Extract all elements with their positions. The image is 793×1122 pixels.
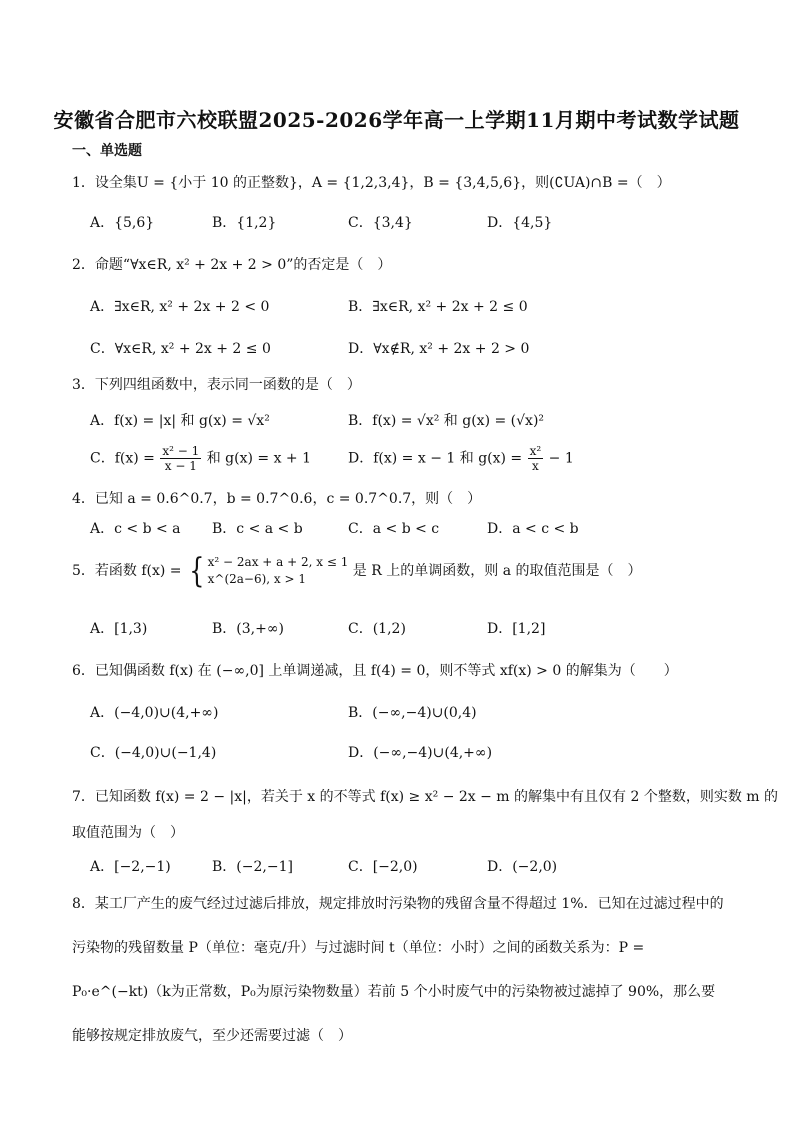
- fraction-numerator: x² − 1: [162, 444, 200, 458]
- question-6-option-b: B．(−∞,−4)∪(0,4): [348, 705, 477, 721]
- exam-title: 安徽省合肥市六校联盟2025-2026学年高一上学期11月期中考试数学试题: [53, 108, 740, 132]
- question-3-option-c: [90, 444, 311, 473]
- question-5-option-c: C．(1,2): [348, 621, 406, 637]
- question-4-option-a: A．c < b < a: [90, 521, 181, 537]
- question-1-option-c: C．{3,4}: [348, 215, 413, 231]
- question-4-option-b: B．c < a < b: [212, 521, 303, 537]
- question-7-stem-line-1: 7．已知函数 f(x) = 2 − |x|，若关于 x 的不等式 f(x) ≥ x² − 2x − m 的解集中有且仅有 2 个整数，则实数 m 的: [72, 789, 779, 805]
- question-4-option-c: C．a < b < c: [348, 521, 440, 537]
- question-2-option-c: C．∀x∈R, x² + 2x + 2 ≤ 0: [90, 341, 271, 357]
- question-7-option-b: B．(−2,−1]: [212, 859, 293, 875]
- question-3-option-c-fraction: [160, 444, 201, 473]
- question-8-text: 8．某工厂产生的废气经过过滤后排放，规定排放时污染物的残留含量不得超过 1%．已知在过滤过程中的污染物的残留数量 P（单位：毫克/升）与过滤时间 t（单位：小时）之间的函数关系为：P = P₀·e^(−kt)（k为正常数，P₀为原污染物数量）若前 5 个小时废气中的污染物被过滤掉了 90%，那么要能够按规定排放废气，至少还需要过滤（ ）: [72, 896, 724, 1044]
- question-2-option-d: D．∀x∉R, x² + 2x + 2 > 0: [348, 341, 530, 357]
- question-7-option-d: D．(−2,0): [487, 859, 558, 875]
- question-3-option-c-prefix: C．f(x) =: [90, 450, 155, 467]
- question-6-option-c: C．(−4,0)∪(−1,4): [90, 745, 217, 761]
- question-3-option-d: [348, 444, 574, 473]
- question-5-option-a: A．[1,3): [90, 621, 148, 637]
- question-5-suffix: 是 R 上的单调函数，则 a 的取值范围是（ ）: [352, 563, 642, 579]
- question-3-option-d-suffix: − 1: [548, 450, 574, 467]
- question-6-option-a: A．(−4,0)∪(4,+∞): [90, 705, 219, 721]
- question-7-stem-line-2: 取值范围为（ ）: [72, 825, 184, 841]
- question-2-option-a: A．∃x∈R, x² + 2x + 2 < 0: [90, 299, 270, 315]
- question-3-option-b: B．f(x) = √x² 和 g(x) = (√x)²: [348, 413, 545, 429]
- question-3-option-d-prefix: D．f(x) = x − 1 和 g(x) =: [348, 450, 523, 467]
- question-3-option-c-suffix: 和 g(x) = x + 1: [206, 450, 312, 467]
- question-4-option-d: D．a < c < b: [487, 521, 579, 537]
- question-5-stem: [72, 551, 642, 591]
- piecewise-function: [186, 551, 349, 591]
- fraction-denominator: x: [532, 459, 539, 473]
- question-6-stem: 6．已知偶函数 f(x) 在 (−∞,0] 上单调递减，且 f(4) = 0，则不等式 xf(x) > 0 的解集为（ ）: [72, 663, 678, 679]
- question-7-option-a: A．[−2,−1): [90, 859, 171, 875]
- piecewise-case-1: x² − 2ax + a + 2, x ≤ 1: [207, 555, 349, 569]
- question-7-option-c: C．[−2,0): [348, 859, 418, 875]
- left-brace: {: [189, 551, 205, 591]
- question-3-stem: 3．下列四组函数中，表示同一函数的是（ ）: [72, 377, 361, 393]
- section-heading: 一、单选题: [72, 143, 142, 159]
- piecewise-case-2: x^(2a−6), x > 1: [207, 572, 307, 586]
- question-1-option-d: D．{4,5}: [487, 215, 553, 231]
- question-5-option-b: B．(3,+∞): [212, 621, 284, 637]
- question-1-option-a: A．{5,6}: [90, 215, 155, 231]
- question-4-stem: 4．已知 a = 0.6^0.7，b = 0.7^0.6，c = 0.7^0.7，则（ ）: [72, 491, 482, 507]
- question-2-option-b: B．∃x∈R, x² + 2x + 2 ≤ 0: [348, 299, 528, 315]
- question-3-option-d-fraction: [528, 444, 544, 473]
- question-3-option-a: A．f(x) = |x| 和 g(x) = √x²: [90, 413, 270, 429]
- question-1-stem: 1．设全集U = {小于 10 的正整数}，A = {1,2,3,4}，B = {3,4,5,6}，则(∁UA)∩B =（ ）: [72, 175, 671, 191]
- question-6-option-d: D．(−∞,−4)∪(4,+∞): [348, 745, 493, 761]
- question-1-option-b: B．{1,2}: [212, 215, 277, 231]
- fraction-numerator: x²: [529, 444, 542, 458]
- question-5-prefix: 5．若函数 f(x) =: [72, 563, 182, 579]
- piecewise-cases: [208, 554, 349, 588]
- fraction-denominator: x − 1: [164, 459, 197, 473]
- question-5-option-d: D．[1,2]: [487, 621, 546, 637]
- question-2-stem: 2．命题“∀x∈R, x² + 2x + 2 > 0”的否定是（ ）: [72, 257, 392, 273]
